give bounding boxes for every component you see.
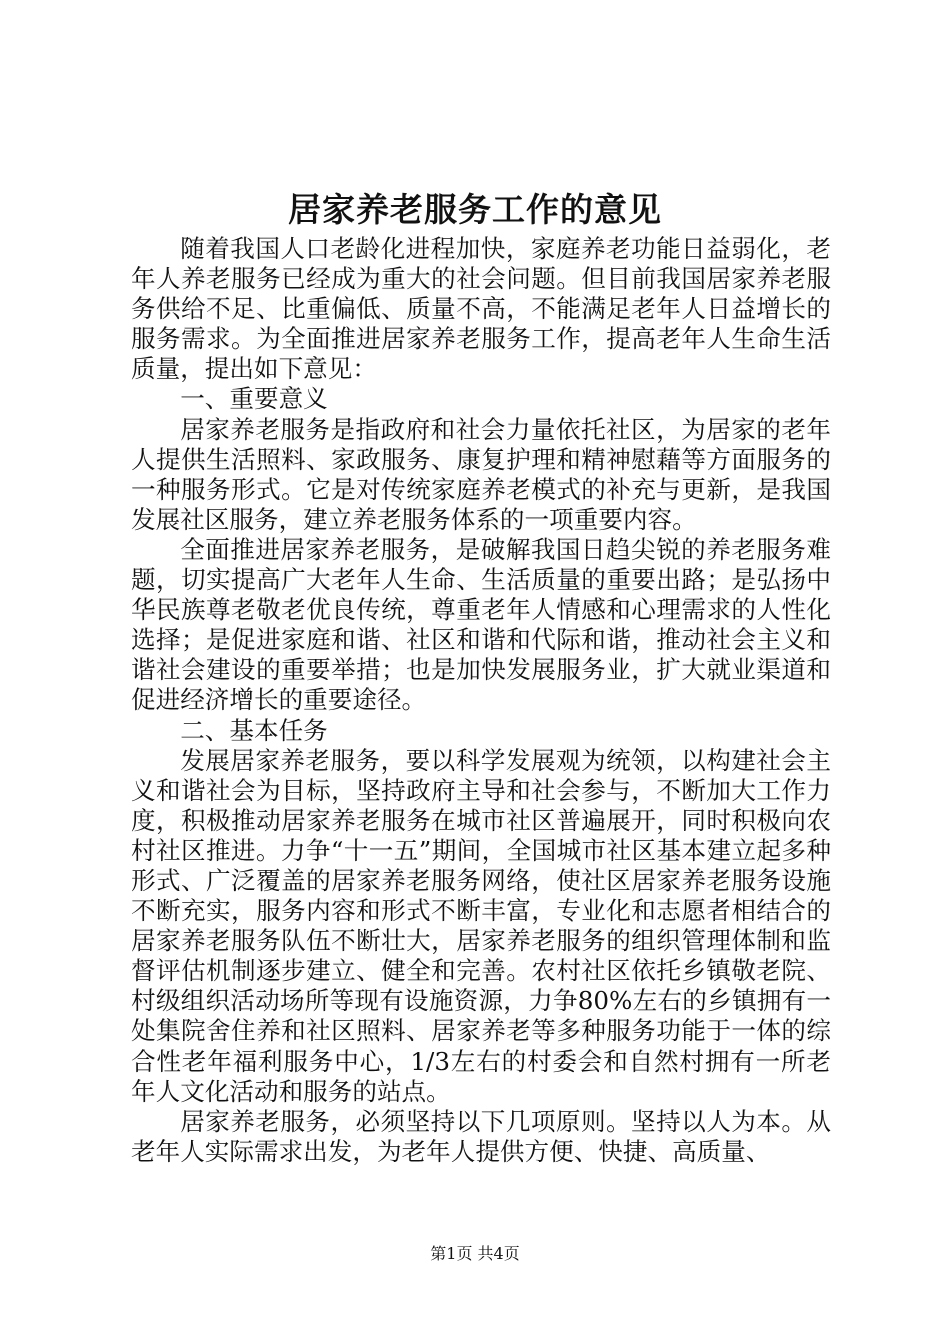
paragraph-significance: 全面推进居家养老服务，是破解我国日趋尖锐的养老服务难题，切实提高广大老年人生命、生活质量的重要出路；是弘扬中华民族尊老敬老优良传统，尊重老年人情感和心理需求的人性化选择；是促进家庭和谐、社区和谐和代际和谐，推动社会主义和谐社会建设的重要举措；也是加快发展服务业，扩大就业渠道和促进经济增长的重要途径。 [131, 534, 831, 715]
paragraph-definition: 居家养老服务是指政府和社会力量依托社区，为居家的老年人提供生活照料、家政服务、康复护理和精神慰藉等方面服务的一种服务形式。它是对传统家庭养老模式的补充与更新，是我国发展社区服务，建立养老服务体系的一项重要内容。 [131, 414, 831, 534]
page-number-footer: 第1页 共4页 [430, 1244, 520, 1263]
section-heading-tasks: 二、基本任务 [180, 715, 328, 745]
paragraph-tasks: 发展居家养老服务，要以科学发展观为统领，以构建社会主义和谐社会为目标，坚持政府主导和社会参与，不断加大工作力度，积极推动居家养老服务在城市社区普遍展开，同时积极向农村社区推进。力争“十一五”期间，全国城市社区基本建立起多种形式、广泛覆盖的居家养老服务网络，使社区居家养老服务设施不断充实，服务内容和形式不断丰富，专业化和志愿者相结合的居家养老服务队伍不断壮大，居家养老服务的组织管理体制和监督评估机制逐步建立、健全和完善。农村社区依托乡镇敬老院、村级组织活动场所等现有设施资源，力争80%左右的乡镇拥有一处集院舍住养和社区照料、居家养老等多种服务功能于一体的综合性老年福利服务中心，1/3左右的村委会和自然村拥有一所老年人文化活动和服务的站点。 [131, 745, 831, 1106]
paragraph-principles: 居家养老服务，必须坚持以下几项原则。坚持以人为本。从老年人实际需求出发，为老年人提供方便、快捷、高质量、 [131, 1106, 831, 1166]
paragraph-intro: 随着我国人口老龄化进程加快，家庭养老功能日益弱化，老年人养老服务已经成为重大的社会问题。但目前我国居家养老服务供给不足、比重偏低、质量不高，不能满足老年人日益增长的服务需求。为全面推进居家养老服务工作，提高老年人生命生活质量，提出如下意见： [131, 234, 831, 384]
document-body [131, 234, 831, 1167]
document-title: 居家养老服务工作的意见 [288, 190, 662, 229]
section-heading-importance: 一、重要意义 [180, 384, 328, 414]
